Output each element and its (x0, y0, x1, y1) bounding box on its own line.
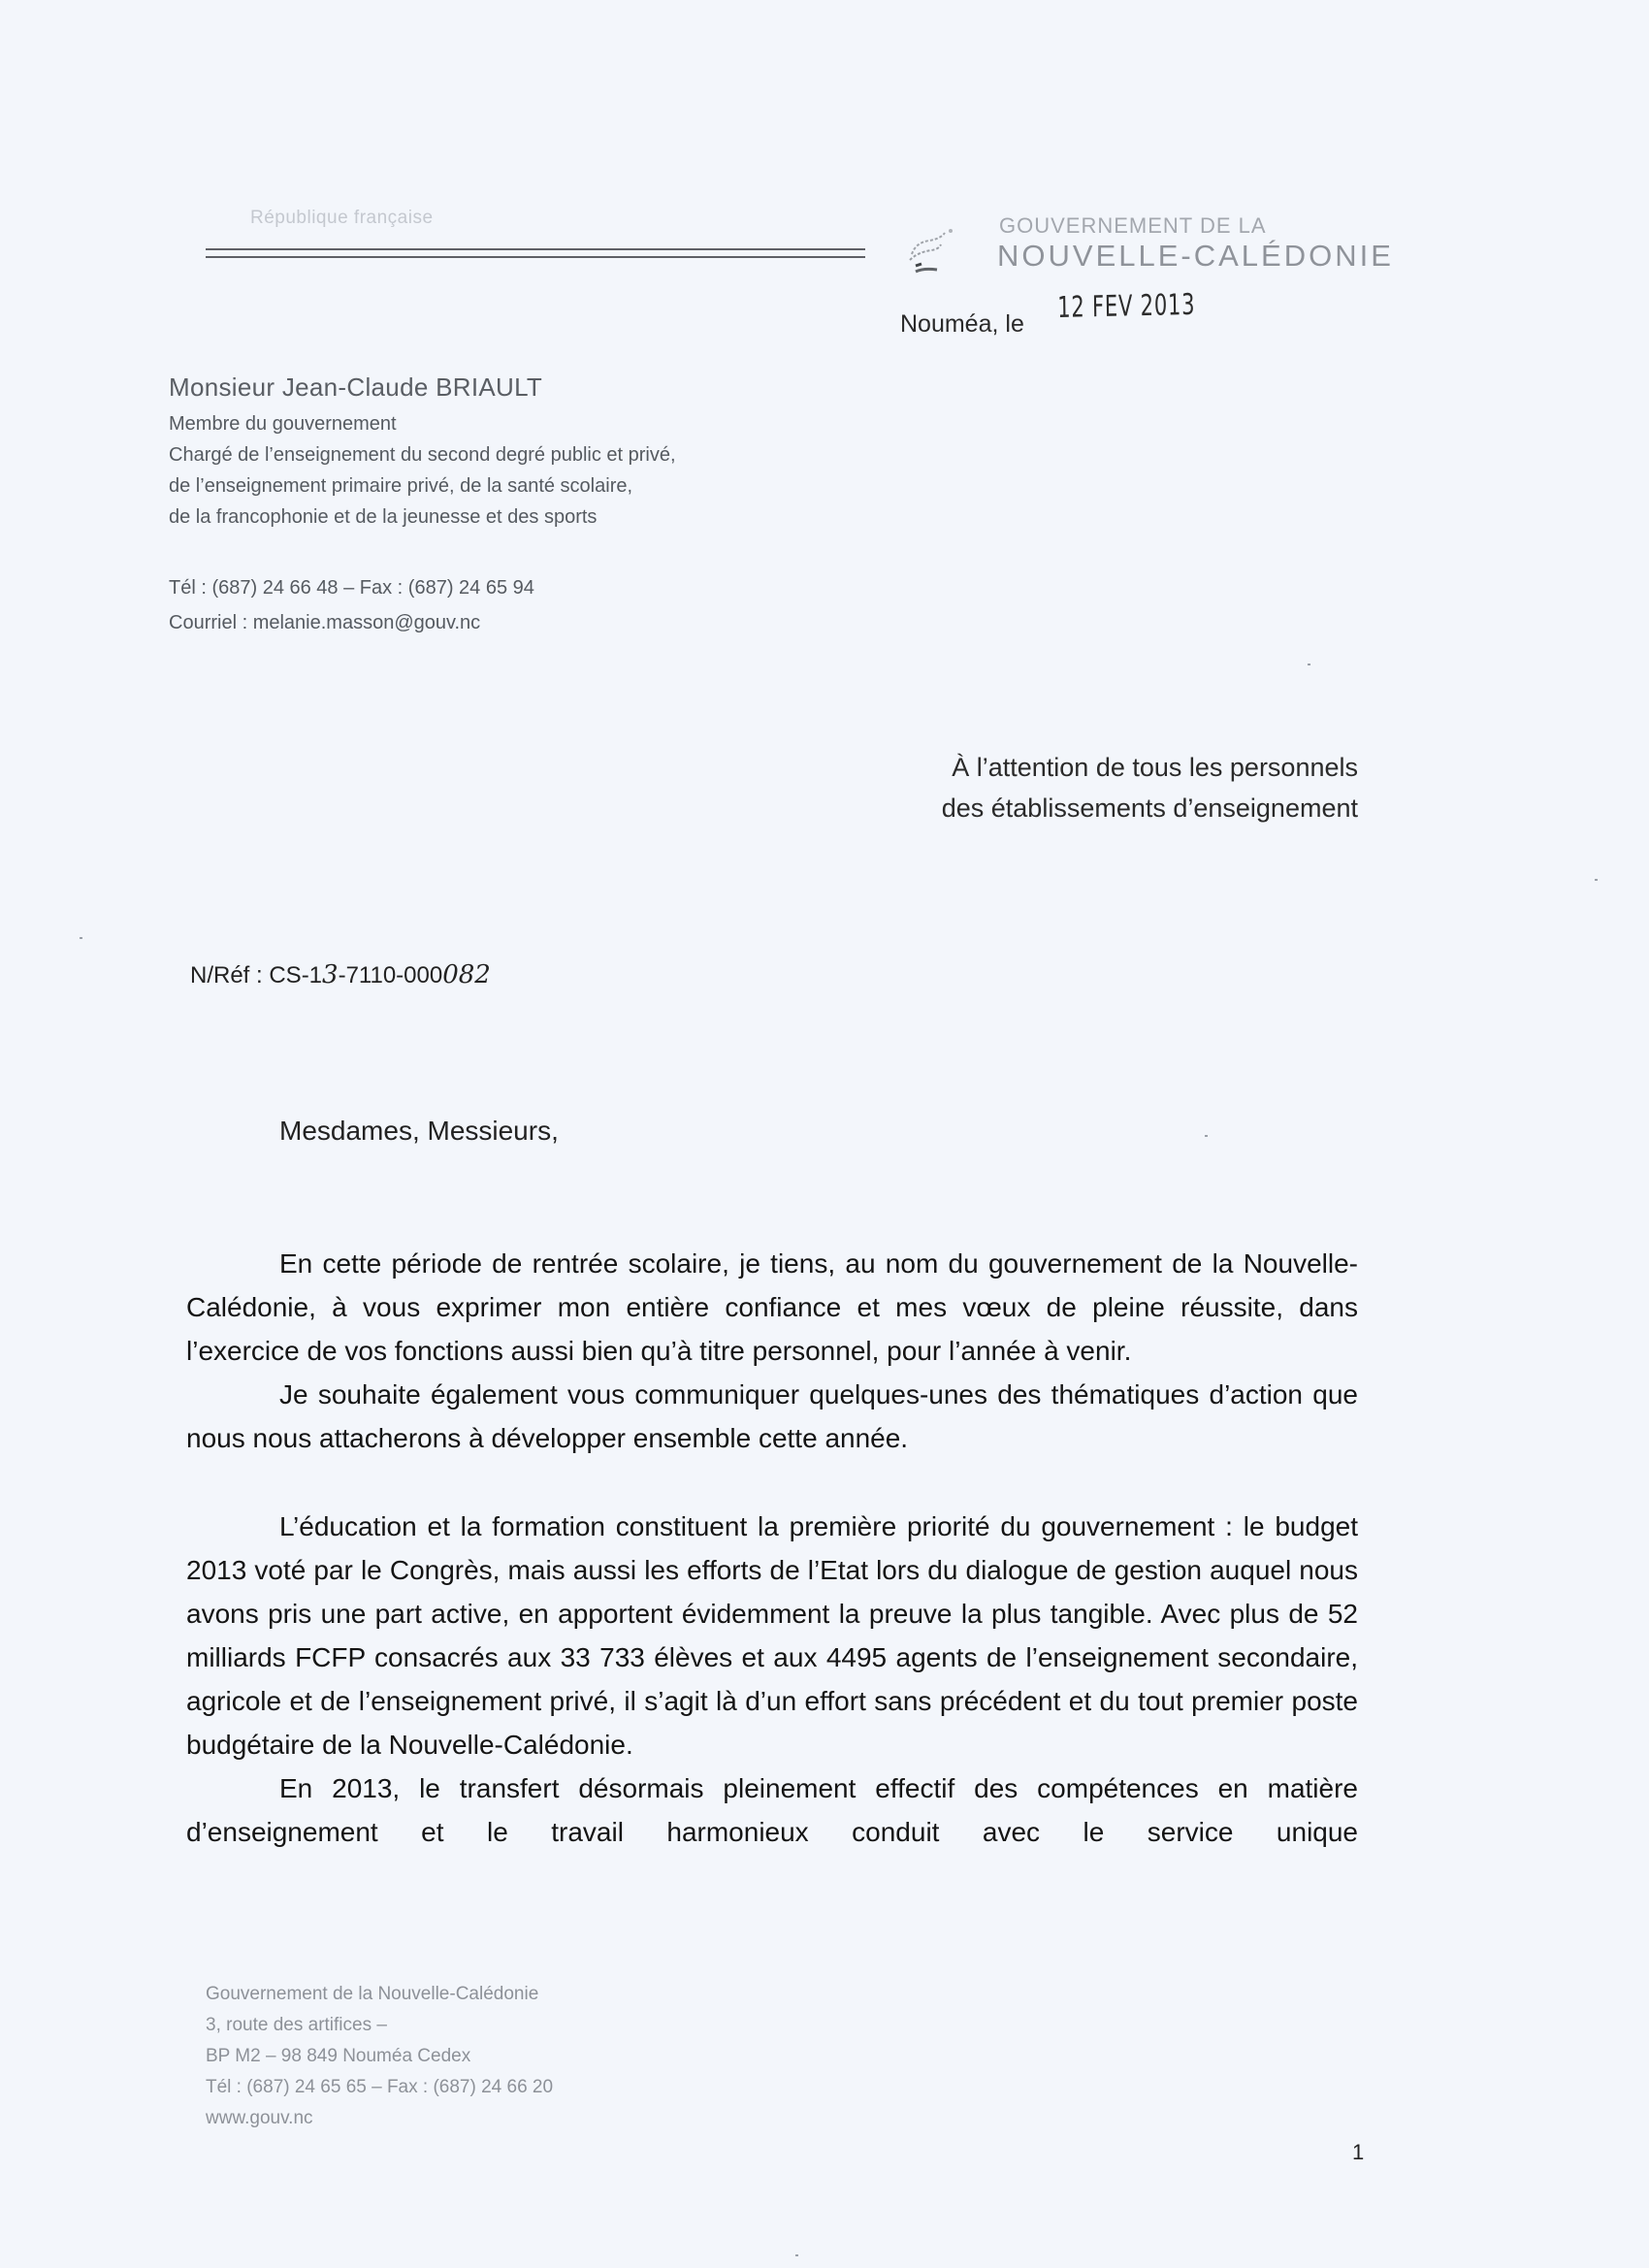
sender-name: Monsieur Jean-Claude BRIAULT (169, 373, 543, 402)
footer-line: 3, route des artifices – (206, 2015, 387, 2035)
salutation: Mesdames, Messieurs, (279, 1116, 559, 1146)
reference-printed: -7110-000 (338, 962, 443, 988)
header-rule-bottom (206, 256, 865, 258)
recipient-line: des établissements d’enseignement (941, 794, 1358, 823)
sender-title: Membre du gouvernement (169, 413, 397, 435)
reference-handwritten: 3 (322, 960, 339, 989)
sender-email: Courriel : melanie.masson@gouv.nc (169, 612, 481, 633)
footer-address (206, 1979, 553, 2134)
header-rule-top (206, 248, 865, 250)
sender-responsibility: de l’enseignement primaire privé, de la santé scolaire, (169, 475, 633, 497)
sender-responsibility: de la francophonie et de la jeunesse et des sports (169, 506, 598, 528)
footer-line: Gouvernement de la Nouvelle-Calédonie (206, 1984, 539, 2004)
scan-speck (1205, 1135, 1208, 1137)
body-paragraph: Je souhaite également vous communiquer quelques-unes des thématiques d’action que nous nous attacherons à développer ensemble cette année. (186, 1379, 1358, 1453)
reference-handwritten: 082 (442, 960, 491, 989)
sender-responsibility: Chargé de l’enseignement du second degré public et privé, (169, 444, 676, 466)
letter-body (186, 1242, 1358, 1854)
date-stamp: 12 FEV 2013 (1057, 287, 1196, 325)
recipient-line: À l’attention de tous les personnels (952, 753, 1358, 782)
sender-phone-fax: Tél : (687) 24 66 48 – Fax : (687) 24 65 94 (169, 577, 534, 599)
sender-block (169, 373, 676, 533)
scan-speck (1595, 879, 1598, 881)
government-name-line2: NOUVELLE-CALÉDONIE (997, 239, 1394, 273)
dateline-place: Nouméa, le (900, 310, 1024, 338)
page-number: 1 (1352, 2140, 1365, 2164)
government-emblem-icon (902, 225, 960, 283)
footer-website: www.gouv.nc (206, 2108, 313, 2128)
reference-number (190, 960, 491, 989)
scan-speck (80, 937, 82, 939)
scan-speck (795, 2254, 798, 2256)
body-paragraph: L’éducation et la formation constituent la première priorité du gouvernement : le budget 2013 voté par le Congrès, mais aussi les efforts de l’Etat lors du dialogue de gestion auquel nous avons pris une part active, en apportent évidemment la preuve la plus tangible. Avec plus de 52 milliards FCFP consacrés aux 33 733 élèves et aux 4495 agents de l’enseignement secondaire, agricole et de l’enseignement privé, il s’agit là d’un effort sans précédent et du tout premier poste budgétaire de la Nouvelle-Calédonie. (186, 1511, 1358, 1760)
footer-line: BP M2 – 98 849 Nouméa Cedex (206, 2046, 471, 2066)
body-paragraph: En cette période de rentrée scolaire, je tiens, au nom du gouvernement de la Nouvelle-Calédonie, à vous exprimer mon entière confiance et mes vœux de pleine réussite, dans l’exercice de vos fonctions aussi bien qu’à titre personnel, pour l’année à venir. (186, 1248, 1358, 1366)
recipient-block (854, 747, 1358, 828)
footer-line: Tél : (687) 24 65 65 – Fax : (687) 24 66 20 (206, 2077, 554, 2097)
scan-speck (1308, 664, 1310, 665)
republic-francaise-label: République française (250, 208, 434, 228)
reference-printed: N/Réf : CS-1 (190, 962, 323, 988)
government-name-line1: GOUVERNEMENT DE LA (999, 213, 1267, 238)
body-paragraph: En 2013, le transfert désormais pleinement effectif des compétences en matière d’enseignement et le travail harmonieux conduit avec le service unique (186, 1773, 1358, 1847)
sender-contact (169, 570, 534, 640)
